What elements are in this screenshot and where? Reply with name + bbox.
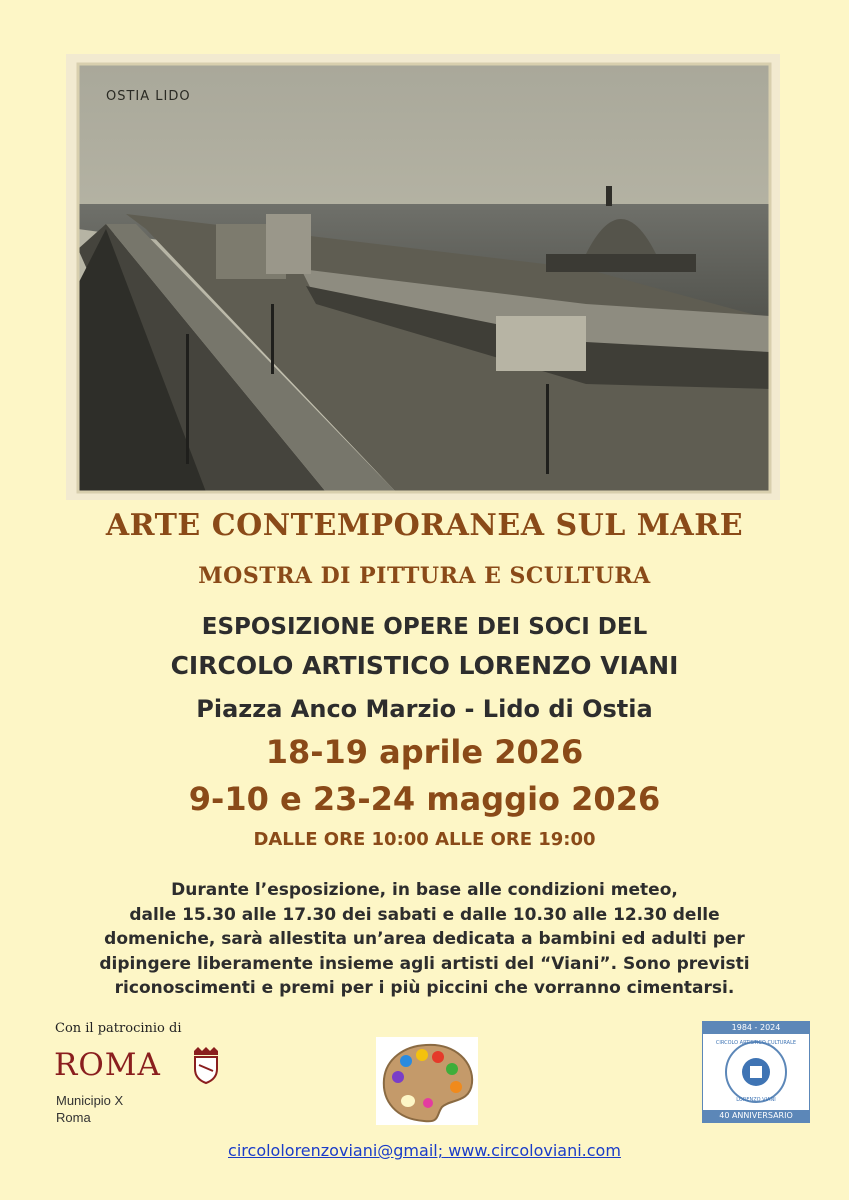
event-description [40, 878, 809, 1001]
exhibition-line: ESPOSIZIONE OPERE DEI SOCI DEL [201, 614, 648, 640]
description-line: domeniche, sarà allestita un’area dedicata a bambini ed adulti per [104, 929, 745, 949]
description-line: dalle 15.30 alle 17.30 dei sabati e dalle 10.30 alle 12.30 delle [129, 904, 720, 925]
circolo-anniversary-logo [702, 1021, 810, 1123]
description-line: riconoscimenti e premi per i più piccini che vorranno cimentarsi. [114, 978, 735, 998]
event-title: ARTE CONTEMPORANEA SUL MARE [105, 508, 744, 543]
anniversary-logo-icon [702, 1021, 810, 1123]
description-line: Durante l’esposizione, in base alle condizioni meteo, [171, 880, 678, 900]
logo-ring-top: CIRCOLO ARTISTICO CULTURALE [715, 1040, 797, 1046]
website-link[interactable]: www.circoloviani.com [448, 1141, 621, 1160]
contact-line [0, 1141, 849, 1160]
opening-hours: DALLE ORE 10:00 ALLE ORE 19:00 [253, 829, 596, 850]
email-link[interactable]: circololorenzoviani@gmail; [228, 1141, 444, 1160]
patronage-label: Con il patrocinio di [55, 1021, 182, 1036]
event-subtitle: MOSTRA DI PITTURA E SCULTURA [198, 563, 651, 589]
vintage-postcard-photo [66, 54, 780, 500]
dates-may: 9-10 e 23-24 maggio 2026 [188, 780, 661, 818]
organizer-name: CIRCOLO ARTISTICO LORENZO VIANI [170, 651, 679, 680]
municipio-city: Roma [56, 1110, 91, 1125]
photo-caption: OSTIA LIDO [106, 89, 191, 104]
municipio-label [56, 1092, 123, 1126]
description-line: dipingere liberamente insieme agli artisti del “Viani”. Sono previsti [99, 953, 750, 974]
roma-logo-text: ROMA [54, 1047, 161, 1083]
logo-ring-bottom: LORENZO VIANI [736, 1097, 776, 1103]
dates-april: 18-19 aprile 2026 [265, 733, 584, 771]
painter-palette-icon [376, 1037, 478, 1125]
logo-anniversary: 40 ANNIVERSARIO [719, 1111, 793, 1120]
logo-years: 1984 - 2024 [731, 1023, 781, 1032]
municipio-name: Municipio X [56, 1093, 124, 1108]
roma-coat-of-arms-icon [190, 1045, 222, 1085]
seaside-promenade-illustration [66, 54, 780, 500]
event-location: Piazza Anco Marzio - Lido di Ostia [196, 695, 653, 723]
